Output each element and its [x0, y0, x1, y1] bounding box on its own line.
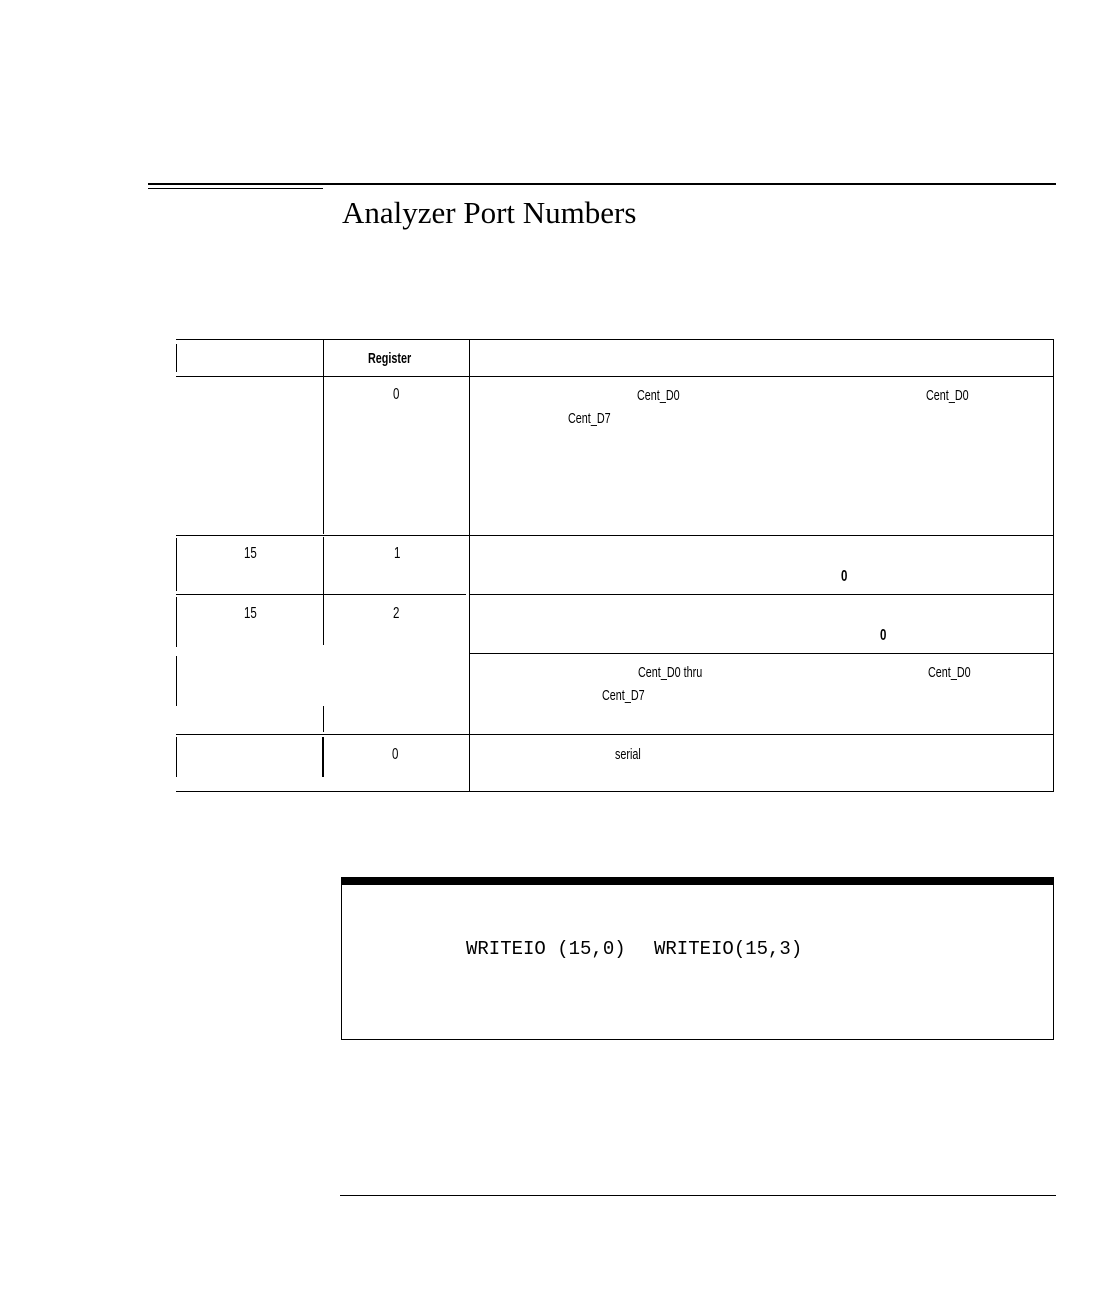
- row4-desc-signal-3: Cent_D7: [602, 687, 645, 704]
- footer-rule: [340, 1195, 1056, 1196]
- table-col-divider-a2: [323, 537, 324, 645]
- table-left-border-3: [176, 597, 177, 647]
- table-right-border: [1053, 340, 1054, 791]
- table-header-divider: [176, 376, 1054, 377]
- table-col-divider-a1: [323, 340, 324, 534]
- table-top-border: [176, 339, 1054, 340]
- table-col-divider-a4: [322, 737, 324, 777]
- row3-port: 15: [244, 605, 257, 622]
- header-rule: [148, 183, 1056, 185]
- table-row-divider-2: [176, 594, 466, 595]
- table-bottom-border: [176, 791, 1054, 792]
- note-code-1: WRITEIO (15,0): [466, 938, 626, 960]
- table-row-divider-3: [470, 653, 1054, 654]
- row4-desc-signal-1: Cent_D0 thru: [638, 664, 703, 681]
- note-code-2: WRITEIO(15,3): [654, 938, 803, 960]
- row2-desc-value: 0: [841, 568, 848, 585]
- table-row-divider-1: [176, 535, 1054, 536]
- header-rule-short: [148, 188, 323, 189]
- table-row-divider-2b: [470, 594, 1054, 595]
- row5-desc-word: serial: [615, 746, 641, 763]
- table-row-divider-4: [176, 734, 1054, 735]
- row4-desc-signal-2: Cent_D0: [928, 664, 971, 681]
- register-column-header: Register: [368, 350, 412, 367]
- row2-register: 1: [394, 545, 401, 562]
- row1-desc-signal-3: Cent_D7: [568, 410, 611, 427]
- row2-port: 15: [244, 545, 257, 562]
- table-left-border-5: [176, 737, 177, 777]
- table-col-divider-b: [469, 340, 470, 791]
- table-col-divider-a3: [323, 706, 324, 732]
- page-title: Analyzer Port Numbers: [342, 195, 637, 230]
- row3-register: 2: [393, 605, 400, 622]
- row1-desc-signal-2: Cent_D0: [926, 387, 969, 404]
- table-left-border-2: [176, 538, 177, 591]
- row5-register: 0: [392, 746, 399, 763]
- row1-register: 0: [393, 386, 400, 403]
- row3-desc-value: 0: [880, 627, 887, 644]
- row1-desc-signal-1: Cent_D0: [637, 387, 680, 404]
- table-left-border-4: [176, 656, 177, 706]
- table-left-border-1: [176, 344, 177, 372]
